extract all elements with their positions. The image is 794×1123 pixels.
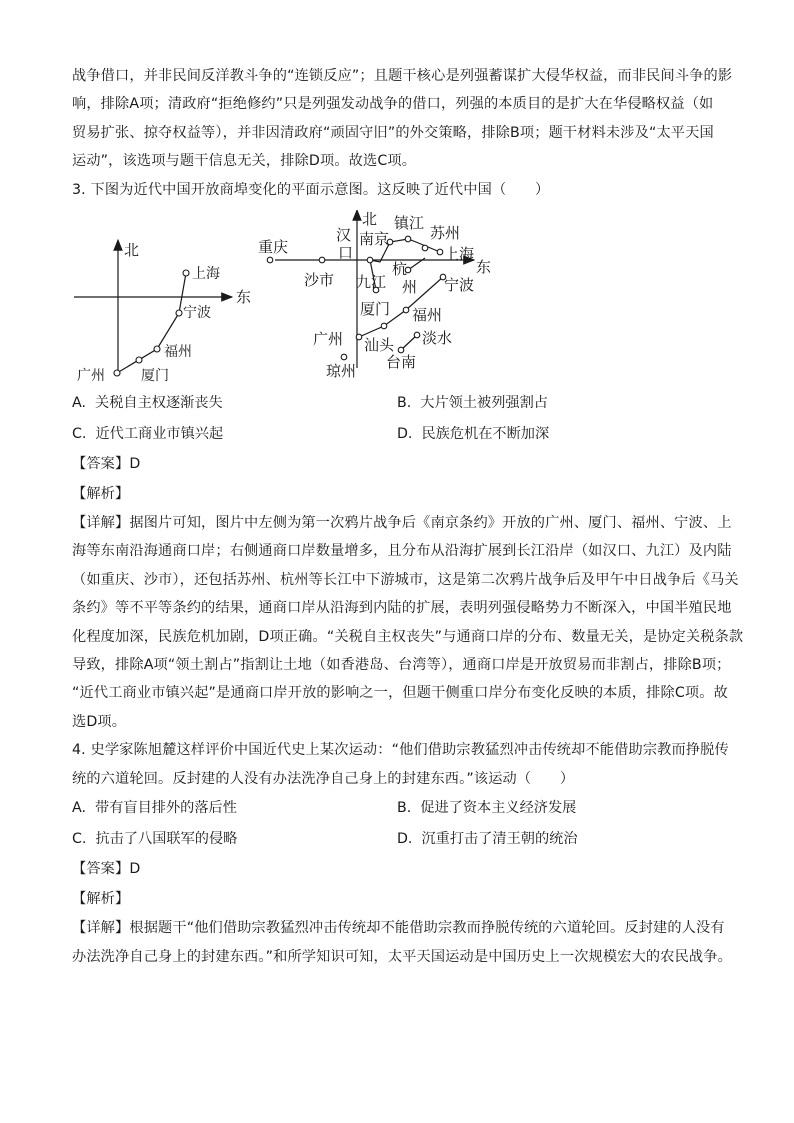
text-line: 条约》等不平等条约的结果，通商口岸从沿海到内陆的扩展，表明列强侵略势力不断深入，中国半殖民地 — [72, 600, 732, 617]
option-letter: D. — [397, 425, 413, 442]
text-line: 海等东南沿海通商口岸；右侧通商口岸数量增多，且分布从沿海扩展到长江沿岸（如汉口、九江）及内陆 — [72, 543, 732, 560]
question-4-detail — [72, 914, 736, 971]
option-a[interactable] — [72, 388, 223, 419]
question-4-options-row-1 — [72, 793, 736, 824]
option-letter: C. — [72, 830, 87, 847]
port-marker — [414, 332, 420, 338]
left-east-label: 东 — [236, 288, 252, 307]
document-page — [72, 62, 744, 971]
port-marker — [154, 346, 160, 352]
text-line: 【详解】根据题干“他们借助宗教猛烈冲击传统却不能借助宗教而挣脱传统的六道轮回。反封建的人没有 — [72, 920, 725, 937]
left-north-label: 北 — [124, 241, 140, 260]
option-d[interactable] — [397, 419, 549, 450]
city-label: 杭 — [392, 260, 408, 279]
text-line: 化程度加深，民族危机加剧，D项正确。“关税自主权丧失”与通商口岸的分布、数量无关，是协定关税条款 — [72, 628, 744, 645]
option-b[interactable] — [397, 793, 576, 824]
text-line: （如重庆、沙市），还包括苏州、杭州等长江中下游城市，这是第二次鸦片战争后及甲午中日战争后《马关 — [72, 571, 739, 588]
option-letter: B. — [397, 800, 412, 817]
city-label: 台南 — [386, 353, 417, 372]
city-label: 苏州 — [430, 224, 461, 243]
port-marker — [319, 257, 325, 263]
intro-paragraph — [72, 62, 736, 176]
option-letter: C. — [72, 425, 87, 442]
city-label: 厦门 — [360, 300, 391, 319]
question-3-options-row-1 — [72, 388, 736, 419]
question-3-stem: 3. 下图为近代中国开放商埠变化的平面示意图。这反映了近代中国（ ） — [72, 181, 550, 198]
port-marker — [267, 257, 273, 263]
text-line: 战争借口，并非民间反洋教斗争的“连锁反应”；且题干核心是列强蓄谋扩大侵华权益，而非民间斗争的影 — [72, 68, 733, 84]
text-line: 运动”，该选项与题干信息无关，排除D项。故选C项。 — [72, 153, 417, 170]
ports-map-figure — [72, 210, 736, 388]
city-label: 镇江 — [394, 214, 425, 233]
port-marker — [183, 270, 189, 276]
text-line: “近代工商业市镇兴起”是通商口岸开放的影响之一，但题干侧重口岸分布变化反映的本质，排除C项。故 — [72, 685, 728, 702]
port-marker — [176, 310, 182, 316]
option-a[interactable] — [72, 793, 237, 824]
text-line: 4. 史学家陈旭麓这样评价中国近代史上某次运动：“他们借助宗教猛烈冲击传统却不能借助宗教而挣脱传 — [72, 742, 729, 759]
option-letter: D. — [397, 830, 413, 847]
question-4-stem — [72, 736, 736, 793]
port-marker — [136, 357, 142, 363]
text-line: 响，排除A项；清政府“拒绝修约”只是列强发动战争的借口，列强的本质目的是扩大在华侵略权益（如 — [72, 96, 714, 113]
option-letter: B. — [397, 395, 412, 412]
option-c[interactable] — [72, 419, 223, 450]
option-b[interactable] — [397, 388, 548, 419]
port-marker — [437, 249, 443, 255]
option-c[interactable] — [72, 824, 237, 855]
option-text: 促进了资本主义经济发展 — [420, 800, 577, 817]
city-label: 沙市 — [304, 271, 335, 290]
city-label: 广州 — [313, 330, 344, 349]
port-marker — [341, 354, 347, 360]
text-line: 导致，排除A项“领土割占”指割让土地（如香港岛、台湾等），通商口岸是开放贸易而非割占，排除B项； — [72, 657, 731, 674]
option-text: 带有盲目排外的落后性 — [95, 800, 237, 817]
city-label: 宁波 — [183, 305, 211, 322]
question-4-answer: 【答案】D — [72, 861, 141, 878]
text-line: 选D项。 — [72, 713, 127, 730]
port-marker — [398, 347, 404, 353]
right-east-label: 东 — [476, 258, 492, 277]
port-marker — [367, 257, 373, 263]
question-3-options-row-2 — [72, 419, 736, 450]
question-3-analysis-heading: 【解析】 — [72, 486, 130, 503]
text-line: 贸易扩张、掠夺权益等），并非因清政府“顽固守旧”的外交策略，排除B项；题干材料未涉及“太平天国 — [72, 124, 714, 141]
text-line: 【详解】据图片可知，图片中左侧为第一次鸦片战争后《南京条约》开放的广州、厦门、福州、宁波、上 — [72, 515, 732, 532]
option-text: 沉重打击了清王朝的统治 — [421, 830, 578, 847]
option-d[interactable] — [397, 824, 578, 855]
option-text: 民族危机在不断加深 — [421, 425, 550, 442]
right-map — [258, 210, 491, 380]
city-label: 琼州 — [326, 362, 357, 381]
city-label: 广州 — [77, 368, 105, 385]
city-label: 福州 — [164, 344, 192, 361]
option-letter: A. — [72, 800, 86, 817]
question-4-analysis-heading: 【解析】 — [72, 891, 130, 908]
question-4-options-row-2 — [72, 824, 736, 855]
city-label: 淡水 — [422, 329, 453, 348]
port-marker — [403, 307, 409, 313]
option-text: 大片领土被列强割占 — [420, 395, 548, 412]
city-label: 宁波 — [444, 276, 475, 295]
city-label: 口 — [338, 244, 354, 263]
text-line: 统的六道轮回。反封建的人没有办法洗净自己身上的封建东西。”该运动（ ） — [72, 770, 575, 787]
question-3-answer: 【答案】D — [72, 456, 141, 473]
right-north-label: 北 — [362, 210, 378, 229]
city-label: 重庆 — [258, 238, 289, 257]
option-text: 近代工商业市镇兴起 — [95, 425, 224, 442]
city-label: 福州 — [412, 306, 443, 325]
city-label: 上海 — [192, 266, 220, 283]
option-letter: A. — [72, 395, 86, 412]
port-marker — [381, 323, 387, 329]
port-marker — [356, 334, 362, 340]
city-label: 南京 — [359, 230, 390, 249]
city-label: 汕头 — [364, 336, 395, 355]
question-3-detail — [72, 509, 744, 736]
ports-map-svg — [72, 210, 736, 388]
port-marker — [422, 245, 428, 251]
option-text: 关税自主权逐渐丧失 — [95, 395, 223, 412]
city-label: 九江 — [356, 273, 387, 292]
text-line: 办法洗净自己身上的封建东西。”和所学知识可知，太平天国运动是中国历史上一次规模宏大的农民战争。 — [72, 948, 732, 965]
city-label: 上海 — [444, 245, 475, 264]
option-text: 抗击了八国联军的侵略 — [95, 830, 238, 847]
city-label: 州 — [402, 278, 418, 297]
left-map — [74, 240, 251, 384]
city-label: 汉 — [336, 226, 352, 245]
port-marker — [405, 236, 411, 242]
city-label: 厦门 — [141, 368, 169, 385]
port-marker — [114, 370, 120, 376]
